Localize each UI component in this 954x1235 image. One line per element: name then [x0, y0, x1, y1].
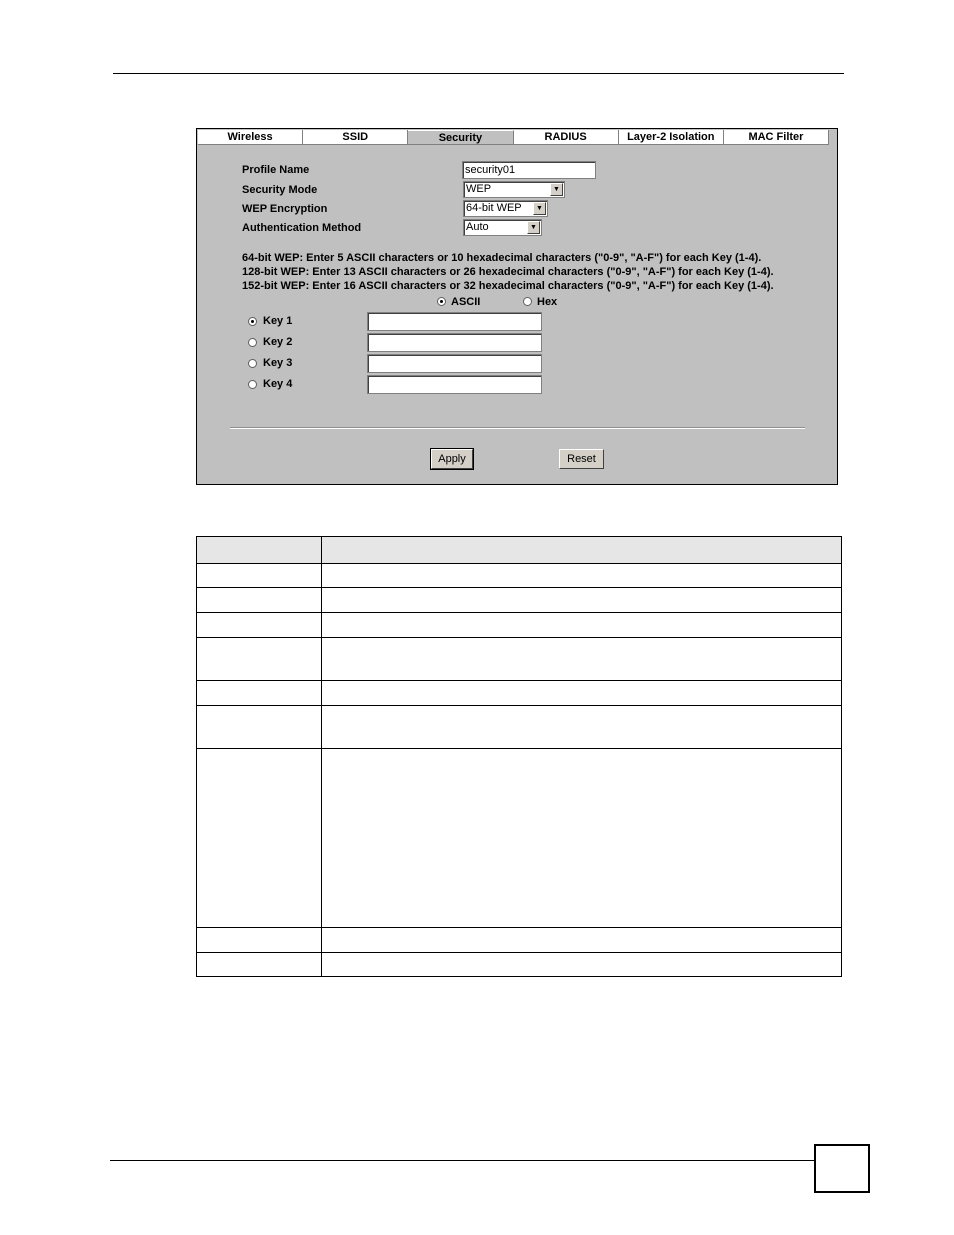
- table-cell: [197, 564, 322, 588]
- security-settings-panel: [196, 128, 838, 485]
- footer-rule: [110, 1160, 814, 1161]
- key3-input[interactable]: [367, 354, 542, 373]
- wep-encryption-select[interactable]: [463, 200, 548, 217]
- security-mode-select[interactable]: [463, 181, 565, 198]
- auth-method-select[interactable]: [463, 219, 542, 236]
- tab-ssid[interactable]: SSID: [303, 130, 408, 145]
- security-mode-label: Security Mode: [242, 184, 318, 196]
- info-line-128bit: 128-bit WEP: Enter 13 ASCII characters or 26 hexadecimal characters ("0-9", "A-F") for each Key (1-4).: [242, 266, 774, 278]
- table-cell: [322, 681, 842, 706]
- table-cell: [322, 706, 842, 749]
- key4-label: Key 4: [263, 378, 293, 390]
- key4-radio[interactable]: [248, 380, 257, 389]
- key3-radio[interactable]: [248, 359, 257, 368]
- table-header-cell: [322, 537, 842, 564]
- auth-method-value: Auto: [466, 221, 489, 233]
- key2-label: Key 2: [263, 336, 293, 348]
- ascii-radio[interactable]: [437, 297, 446, 306]
- wep-encryption-label: WEP Encryption: [242, 203, 328, 215]
- key3-label: Key 3: [263, 357, 293, 369]
- table-cell: [322, 928, 842, 953]
- table-cell: [322, 588, 842, 613]
- table-cell: [197, 706, 322, 749]
- table-cell: [322, 564, 842, 588]
- table-cell: [197, 638, 322, 681]
- table-cell: [322, 613, 842, 638]
- info-line-64bit: 64-bit WEP: Enter 5 ASCII characters or 10 hexadecimal characters ("0-9", "A-F") for each Key (1-4).: [242, 252, 762, 264]
- key2-input[interactable]: [367, 333, 542, 352]
- chevron-down-icon[interactable]: ▼: [533, 202, 546, 215]
- key1-radio[interactable]: [248, 317, 257, 326]
- table-row: [197, 638, 842, 681]
- table-cell: [197, 613, 322, 638]
- table-cell: [197, 928, 322, 953]
- tab-security[interactable]: Security: [408, 130, 513, 145]
- ascii-label: ASCII: [451, 296, 481, 308]
- tab-mac-filter[interactable]: MAC Filter: [724, 130, 829, 145]
- table-row: [197, 681, 842, 706]
- table-cell: [197, 588, 322, 613]
- table-row: [197, 564, 842, 588]
- auth-method-label: Authentication Method: [242, 222, 362, 234]
- profile-name-label: Profile Name: [242, 164, 310, 176]
- wep-encryption-value: 64-bit WEP: [466, 202, 522, 214]
- page-number-box: [814, 1144, 870, 1193]
- tab-bar: [198, 130, 829, 145]
- header-rule: [113, 73, 844, 74]
- tab-radius[interactable]: RADIUS: [514, 130, 619, 145]
- info-line-152bit: 152-bit WEP: Enter 16 ASCII characters or 32 hexadecimal characters ("0-9", "A-F") for each Key (1-4).: [242, 280, 774, 292]
- table-row: [197, 928, 842, 953]
- profile-name-input[interactable]: [462, 161, 596, 179]
- tab-layer2-isolation[interactable]: Layer-2 Isolation: [619, 130, 724, 145]
- reset-button[interactable]: Reset: [559, 449, 604, 469]
- table-cell: [197, 749, 322, 928]
- hex-radio[interactable]: [523, 297, 532, 306]
- security-mode-value: WEP: [466, 183, 492, 195]
- table-row: [197, 706, 842, 749]
- tab-wireless[interactable]: Wireless: [198, 130, 303, 145]
- table-row: [197, 749, 842, 928]
- apply-button[interactable]: Apply: [431, 449, 473, 469]
- table-row: [197, 613, 842, 638]
- key2-radio[interactable]: [248, 338, 257, 347]
- chevron-down-icon[interactable]: ▼: [550, 183, 563, 196]
- table-cell: [322, 953, 842, 977]
- field-description-table: [196, 536, 842, 977]
- table-header-row: [197, 537, 842, 564]
- key1-input[interactable]: [367, 312, 542, 331]
- table-row: [197, 588, 842, 613]
- key1-label: Key 1: [263, 315, 293, 327]
- table-cell: [322, 638, 842, 681]
- chevron-down-icon[interactable]: ▼: [527, 221, 540, 234]
- table-header-cell: [197, 537, 322, 564]
- table-cell: [322, 749, 842, 928]
- key4-input[interactable]: [367, 375, 542, 394]
- form-divider: [230, 427, 805, 429]
- table-cell: [197, 681, 322, 706]
- table-row: [197, 953, 842, 977]
- hex-label: Hex: [537, 296, 558, 308]
- table-cell: [197, 953, 322, 977]
